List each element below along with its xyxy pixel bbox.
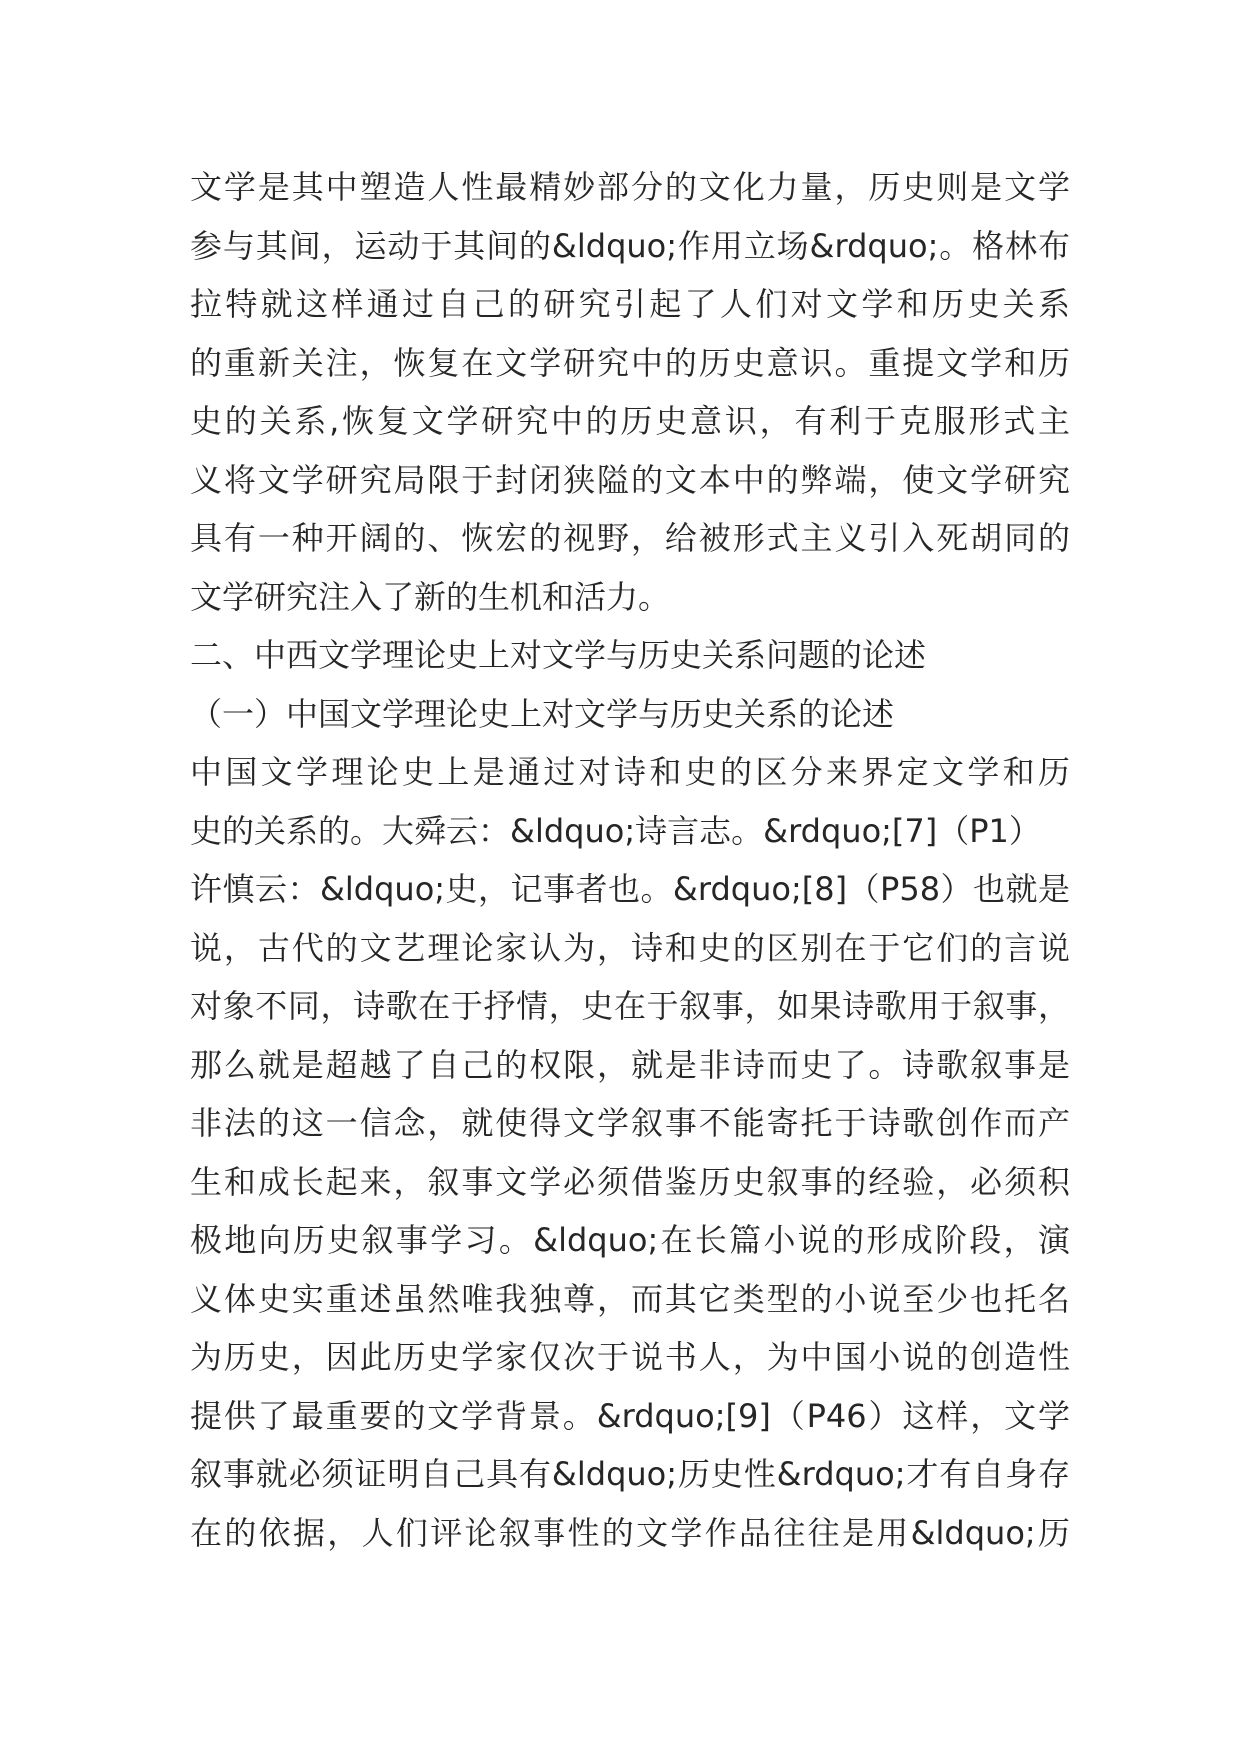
text-line-22: 提供了最重要的文学背景。&rdquo;[9]（P46）这样，文学 [190, 1396, 1070, 1435]
text-line-15: 对象不同，诗歌在于抒情，史在于叙事，如果诗歌用于叙事， [190, 987, 1070, 1025]
section-heading: 二、中西文学理论史上对文学与历史关系问题的论述 [190, 636, 927, 674]
text-line-23: 叙事就必须证明自己具有&ldquo;历史性&rdquo;才有自身存 [190, 1455, 1070, 1493]
text-line-11: 中国文学理论史上是通过对诗和史的区分来界定文学和历 [190, 753, 1070, 791]
text-line-1: 文学是其中塑造人性最精妙部分的文化力量，历史则是文学 [190, 168, 1070, 206]
text-line-18: 生和成长起来，叙事文学必须借鉴历史叙事的经验，必须积 [190, 1162, 1070, 1201]
text-line-3: 拉特就这样通过自己的研究引起了人们对文学和历史关系 [190, 285, 1070, 323]
text-line-6: 义将文学研究局限于封闭狭隘的文本中的弊端，使文学研究 [190, 460, 1070, 499]
text-line-24: 在的依据，人们评论叙事性的文学作品往往是用&ldquo;历 [190, 1513, 1070, 1552]
text-line-13: 许慎云：&ldquo;史，记事者也。&rdquo;[8]（P58）也就是 [190, 870, 1070, 908]
subsection-heading: （一）中国文学理论史上对文学与历史关系的论述 [190, 694, 895, 733]
text-line-7: 具有一种开阔的、恢宏的视野，给被形式主义引入死胡同的 [190, 519, 1070, 557]
text-line-2: 参与其间，运动于其间的&ldquo;作用立场&rdquo;。格林布 [190, 226, 1070, 265]
text-line-5: 史的关系,恢复文学研究中的历史意识，有利于克服形式主 [190, 402, 1070, 440]
text-line-14: 说，古代的文艺理论家认为，诗和史的区别在于它们的言说 [190, 928, 1070, 967]
text-line-16: 那么就是超越了自己的权限，就是非诗而史了。诗歌叙事是 [190, 1045, 1070, 1084]
text-line-19: 极地向历史叙事学习。&ldquo;在长篇小说的形成阶段，演 [190, 1221, 1070, 1259]
text-line-17: 非法的这一信念，就使得文学叙事不能寄托于诗歌创作而产 [190, 1104, 1070, 1142]
body-text [190, 158, 1070, 1562]
text-line-12: 史的关系的。大舜云：&ldquo;诗言志。&rdquo;[7]（P1） [190, 811, 1041, 850]
text-line-4: 的重新关注，恢复在文学研究中的历史意识。重提文学和历 [190, 343, 1070, 382]
text-line-20: 义体史实重述虽然唯我独尊，而其它类型的小说至少也托名 [190, 1279, 1070, 1318]
text-line-21: 为历史，因此历史学家仅次于说书人，为中国小说的创造性 [190, 1338, 1070, 1376]
text-line-8: 文学研究注入了新的生机和活力。 [190, 577, 671, 616]
